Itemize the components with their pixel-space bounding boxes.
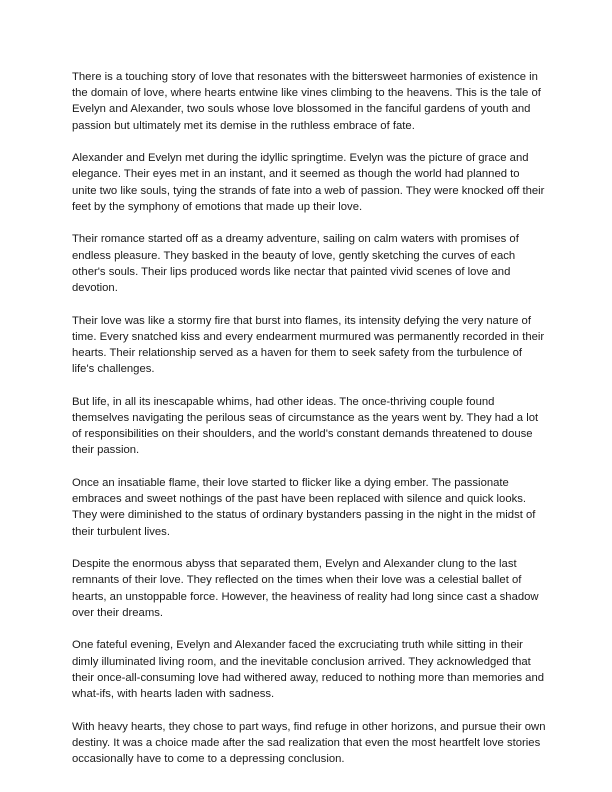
paragraph-7: Despite the enormous abyss that separated them, Evelyn and Alexander clung to the last remnants of their love. They reflected on the times when their love was a celestial ballet of hearts, an unstoppable force. However, the heaviness of reality had long since cast a shadow over their dreams.: [72, 558, 539, 619]
document-body: [72, 69, 546, 767]
paragraph-2: Alexander and Evelyn met during the idyllic springtime. Evelyn was the picture of grace and elegance. Their eyes met in an instant, and it seemed as though the world had planned to unite two like souls, tying the strands of fate into a web of passion. They were knocked off their feet by the symphony of emotions that made up their love.: [72, 152, 545, 213]
paragraph-4: Their love was like a stormy fire that burst into flames, its intensity defying the very nature of time. Every snatched kiss and every endearment murmured was permanently recorded in their hearts. Their relationship served as a haven for them to seek safety from the turbulence of life's challenges.: [72, 314, 545, 376]
paragraph-6: Once an insatiable flame, their love started to flicker like a dying ember. The passionate embraces and sweet nothings of the past have been replaced with silence and quick looks. They were diminished to the status of ordinary bystanders passing in the night in the midst of their turbulent lives.: [72, 477, 536, 538]
paragraph-3: Their romance started off as a dreamy adventure, sailing on calm waters with promises of endless pleasure. They basked in the beauty of love, gently sketching the curves of each other's souls. Their lips produced words like nectar that painted vivid scenes of love and devotion.: [72, 233, 519, 295]
paragraph-8: One fateful evening, Evelyn and Alexander faced the excruciating truth while sitting in their dimly illuminated living room, and the inevitable conclusion arrived. They acknowledged that their once-all-consuming love had withered away, reduced to nothing more than memories and what-ifs, with hearts laden with sadness.: [72, 639, 545, 701]
paragraph-5: But life, in all its inescapable whims, had other ideas. The once-thriving couple found themselves navigating the perilous seas of circumstance as the years went by. They had a lot of responsibilities on their shoulders, and the world's constant demands threatened to douse their passion.: [72, 395, 539, 457]
paragraph-9: With heavy hearts, they chose to part ways, find refuge in other horizons, and pursue their own destiny. It was a choice made after the sad realization that even the most heartfelt love stories occasionally have to come to a depressing conclusion.: [72, 720, 546, 766]
paragraph-1: There is a touching story of love that resonates with the bittersweet harmonies of existence in the domain of love, where hearts entwine like vines climbing to the heavens. This is the tale of Evelyn and Alexander, two souls whose love blossomed in the fanciful gardens of youth and passion but ultimately met its demise in the ruthless embrace of fate.: [72, 71, 541, 132]
